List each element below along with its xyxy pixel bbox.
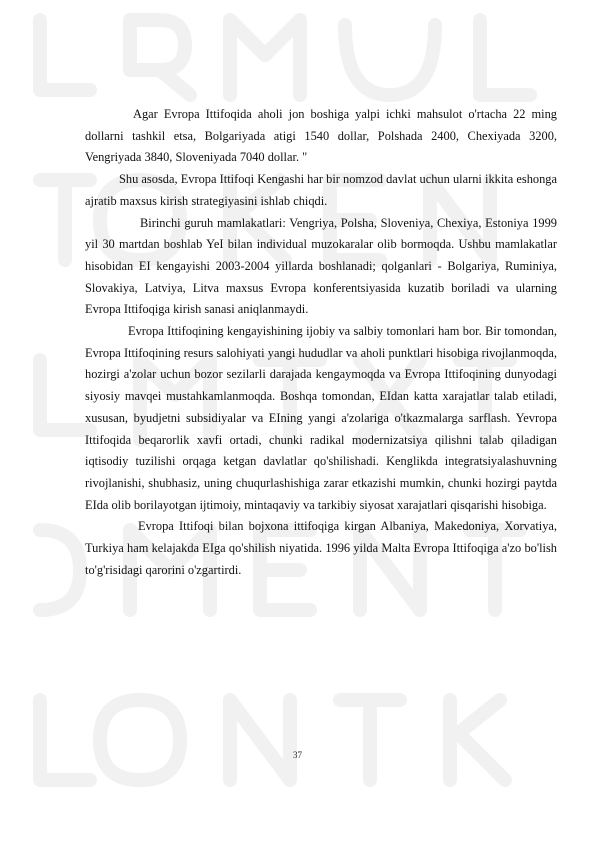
- page-number: 37: [293, 750, 302, 760]
- paragraph-first-group: Birinchi guruh mamlakatlari: Vengriya, Polsha, Sloveniya, Chexiya, Estoniya 1999 yil 30 martdan boshlab YeI bilan individual muzokaralar olib bormoqda. Ushbu mamlakatlar hisobidan EI kengayishi 2003-2004 yillarda boshlanadi; qolganlari - Bolgariya, Ruminiya, Slovakiya, Latviya, Litva maxsus Evropa konferentsiyasida kuzatib boriladi va ularning Evropa Ittifoqiga kirish sanasi aniqlanmaydi.: [85, 215, 557, 317]
- paragraph-gdp-comparison: Agar Evropa Ittifoqida aholi jon boshiga yalpi ichki mahsulot o'rtacha 22 ming dollarni tashkil etsa, Bolgariyada atigi 1540 dollar, Polshada 2400, Chexiyada 3200, Vengriyada 3840, Sloveniyada 7040 dollar. ": [85, 107, 557, 165]
- paragraph-accession-strategy: Shu asosda, Evropa Ittifoqi Kengashi har bir nomzod davlat uchun ularni ikkita eshonga ajratib maxsus kirish strategiyasini ishlab chiqdi.: [85, 172, 557, 208]
- paragraph-customs-union: Evropa Ittifoqi bilan bojxona ittifoqiga kirgan Albaniya, Makedoniya, Xorvatiya, Turkiya ham kelajakda EIga qo'shilish niyatida. 1996 yilda Malta Evropa Ittifoqiga a'zo bo'lish to'g'risidagi qarorini o'zgartirdi.: [85, 519, 557, 577]
- document-body: [85, 104, 557, 581]
- paragraph-enlargement-pros-cons: Evropa Ittifoqining kengayishining ijobiy va salbiy tomonlari ham bor. Bir tomondan, Evropa Ittifoqining resurs salohiyati yangi hududlar va aholi punktlari hisobiga rivojlanmoqda, hozirgi a'zolar uchun bozor sezilarli darajada kengaymoqda va Evropa Ittifoqining dunyodagi siyosiy mavqei mustahkamlanmoqda. Boshqa tomondan, EIdan katta xarajatlar talab etiladi, xususan, byudjetni subsidiyalar va EIning yangi a'zolariga o'tkazmalarga sarflash. Yevropa Ittifoqida beqarorlik xavfi ortadi, chunki radikal modernizatsiya qilishni talab qiladigan iqtisodiy tuzilishi orqaga ketgan davlatlar qo'shilishadi. Kenglikda integratsiyalashuvning rivojlanishi, shubhasiz, uning chuqurlashishiga zarar etkazishi mumkin, chunki hozirgi paytda EIda olib borilayotgan ijtimoiy, mintaqaviy va tarkibiy siyosat xarajatlari qisqarishi hisobiga.: [85, 324, 557, 512]
